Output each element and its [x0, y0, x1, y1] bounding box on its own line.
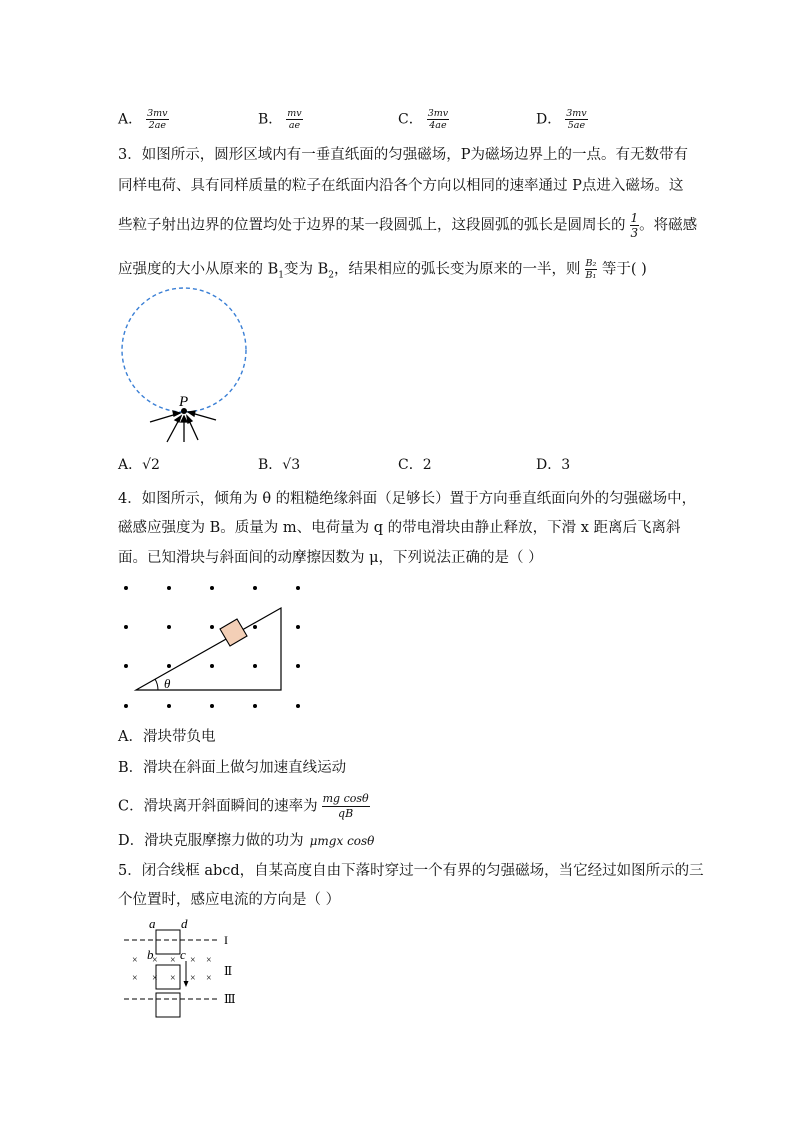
svg-text:×: × — [206, 973, 212, 984]
q2-option-b: B． $\frac{mv}{ae}$ — [258, 108, 302, 131]
q5-line-2: 个位置时，感应电流的方向是（ ） — [118, 892, 341, 908]
svg-text:×: × — [170, 955, 176, 966]
q2-option-a: A． $\frac{3mv}{2ae}$ — [118, 108, 168, 131]
svg-text:×: × — [152, 973, 158, 984]
svg-text:×: × — [190, 955, 196, 966]
svg-text:×: × — [132, 973, 138, 984]
q4-option-a: A．滑块带负电 — [118, 729, 216, 745]
q3-line-1: 3．如图所示，圆形区域内有一垂直纸面的匀强磁场，P为磁场边界上的一点。有无数带有 — [118, 147, 688, 163]
svg-text:×: × — [206, 955, 212, 966]
q4-line-3: 面。已知滑块与斜面间的动摩擦因数为 μ，下列说法正确的是（ ） — [118, 550, 543, 566]
label-b: b — [147, 947, 154, 962]
label-d: d — [181, 916, 188, 931]
q5-line-1: 5．闭合线框 abcd，自某高度自由下落时穿过一个有界的匀强磁场，当它经过如图所示的三 — [118, 863, 704, 879]
incline-triangle — [136, 608, 281, 690]
svg-text:×: × — [152, 955, 158, 966]
q2-option-d: D． $\frac{3mv}{5ae}$ — [536, 108, 587, 131]
svg-text:×: × — [190, 973, 196, 984]
q3-option-c: C．2 — [398, 457, 432, 473]
q5-figure — [118, 915, 248, 1025]
field-crosses — [132, 955, 212, 984]
angle-theta-label: θ — [164, 676, 171, 691]
q3-line-2: 同样电荷、具有同样质量的粒子在纸面内沿各个方向以相同的速率通过 P点进入磁场。这 — [118, 178, 684, 194]
q3-option-b: B．√3 — [258, 457, 301, 473]
q3-line-4: 应强度的大小从原来的 $B_1$变为 $B_2$，结果相应的弧长变为原来的一半，则 $\frac{\text{B₂}}{\text{B₁}}$ 等于( ) — [118, 258, 647, 281]
label-region-3: Ⅲ — [224, 992, 236, 1006]
q4-figure — [118, 580, 318, 720]
q4-line-2: 磁感应强度为 B。质量为 m、电荷量为 q 的带电滑块由静止释放，下滑 x 距离后飞离斜 — [118, 520, 681, 536]
label-a: a — [149, 916, 156, 931]
slider-block — [220, 619, 247, 646]
q3-option-d: D．3 — [536, 457, 571, 473]
frame-position-2 — [156, 965, 180, 989]
fall-arrowhead — [184, 981, 189, 987]
angle-arc — [155, 679, 158, 690]
q3-figure — [110, 280, 270, 450]
q4-option-b: B．滑块在斜面上做匀加速直线运动 — [118, 760, 347, 776]
q3-line-3: 些粒子射出边界的位置均处于边界的某一段圆弧上，这段圆弧的弧长是圆周长的 $\frac{1}{3}$ 。将磁感 — [118, 211, 698, 240]
q4-option-d: D．滑块克服摩擦力做的功为 μmgx cosθ — [118, 833, 375, 849]
q3-option-a: A．√2 — [118, 457, 160, 473]
label-region-1: I — [224, 933, 228, 947]
label-region-2: Ⅱ — [224, 964, 233, 978]
point-p-label: P — [179, 394, 189, 410]
frame-position-1 — [156, 930, 180, 954]
arrow-icon-group — [150, 411, 216, 442]
q4-option-c: C．滑块离开斜面瞬间的速率为 $\frac{\text{mg cosθ}}{qB}$ — [118, 792, 369, 820]
svg-text:×: × — [170, 973, 176, 984]
svg-text:×: × — [132, 955, 138, 966]
q2-option-c: C． $\frac{3mv}{4ae}$ — [398, 108, 449, 131]
label-c: c — [180, 947, 186, 962]
frame-position-3 — [156, 993, 180, 1017]
q4-line-1: 4．如图所示，倾角为 θ 的粗糙绝缘斜面（足够长）置于方向垂直纸面向外的匀强磁场中， — [118, 491, 697, 507]
